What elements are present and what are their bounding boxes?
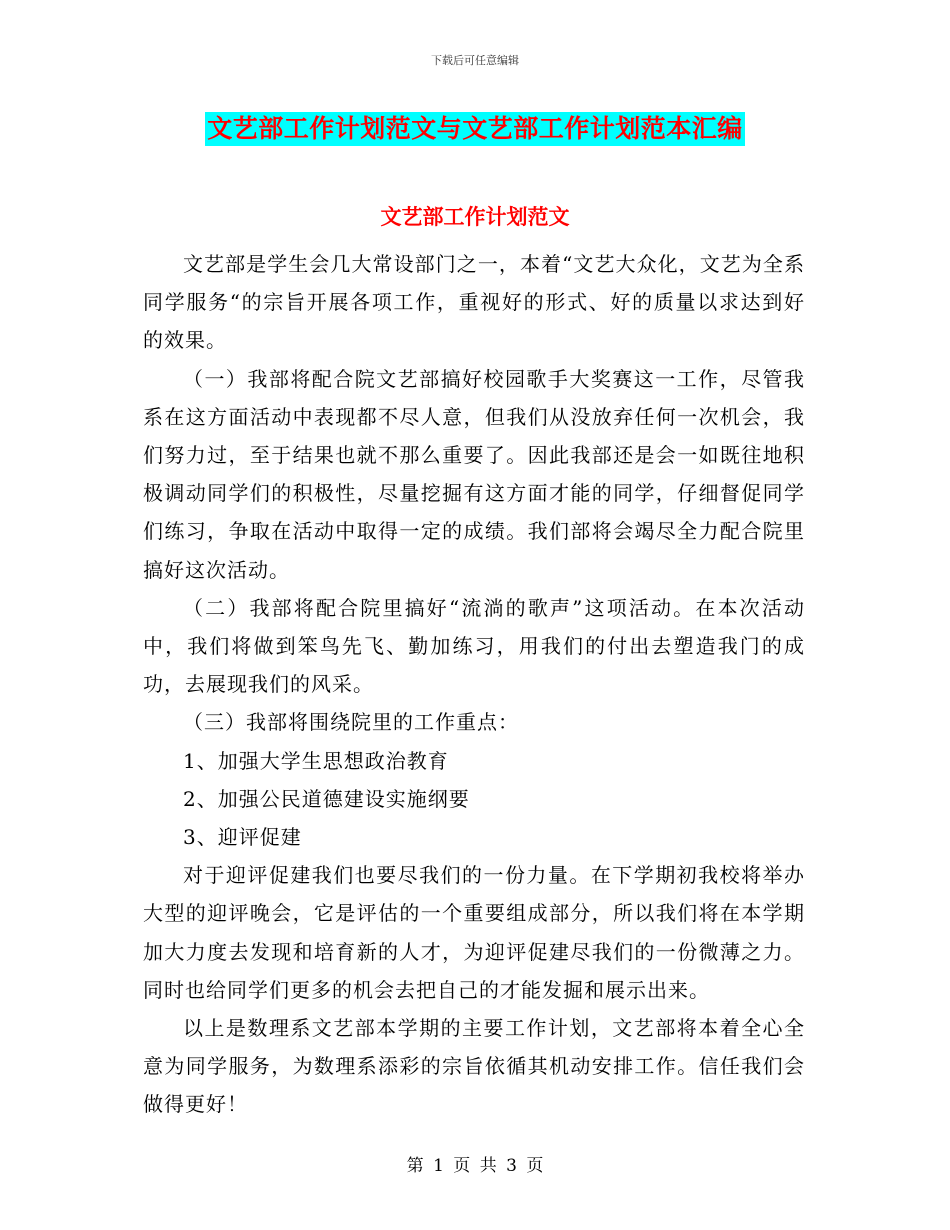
list-item: 3、迎评促建 xyxy=(183,825,302,850)
document-body xyxy=(143,245,805,1124)
paragraph-item-1: （一）我部将配合院文艺部搞好校园歌手大奖赛这一工作，尽管我系在这方面活动中表现都不尽人意，但我们从没放弃任何一次机会，我们努力过，至于结果也就不那么重要了。因此我部还是会一如既往地积极调动同学们的积极性，尽量挖掘有这方面才能的同学，仔细督促同学们练习，争取在活动中取得一定的成绩。我们部将会竭尽全力配合院里搞好这次活动。 xyxy=(143,366,805,582)
list-item: 1、加强大学生思想政治教育 xyxy=(183,748,449,773)
main-title-container xyxy=(0,112,950,146)
paragraph-item-2: （二）我部将配合院里搞好“流淌的歌声”这项活动。在本次活动中，我们将做到笨鸟先飞、勤加练习，用我们的付出去塑造我门的成功，去展现我们的风采。 xyxy=(143,595,805,697)
header-note: 下载后可任意编辑 xyxy=(431,54,519,67)
paragraph-conclusion: 以上是数理系文艺部本学期的主要工作计划，文艺部将本着全心全意为同学服务，为数理系添彩的宗旨依循其机动安排工作。信任我们会做得更好！ xyxy=(143,1016,805,1117)
paragraph-intro: 文艺部是学生会几大常设部门之一，本着“文艺大众化，文艺为全系同学服务“的宗旨开展各项工作，重视好的形式、好的质量以求达到好的效果。 xyxy=(143,252,805,353)
section-title: 文艺部工作计划范文 xyxy=(380,204,570,229)
paragraph-item-3: （三）我部将围绕院里的工作重点： xyxy=(183,710,519,735)
main-title: 文艺部工作计划范文与文艺部工作计划范本汇编 xyxy=(205,112,745,146)
list-item: 2、加强公民道德建设实施纲要 xyxy=(183,786,470,811)
page-footer: 第 1 页 共 3 页 xyxy=(406,1156,544,1176)
paragraph-evaluation: 对于迎评促建我们也要尽我们的一份力量。在下学期初我校将举办大型的迎评晚会，它是评估的一个重要组成部分，所以我们将在本学期加大力度去发现和培育新的人才，为迎评促建尽我们的一份微薄之力。同时也给同学们更多的机会去把自己的才能发掘和展示出来。 xyxy=(143,863,805,1002)
